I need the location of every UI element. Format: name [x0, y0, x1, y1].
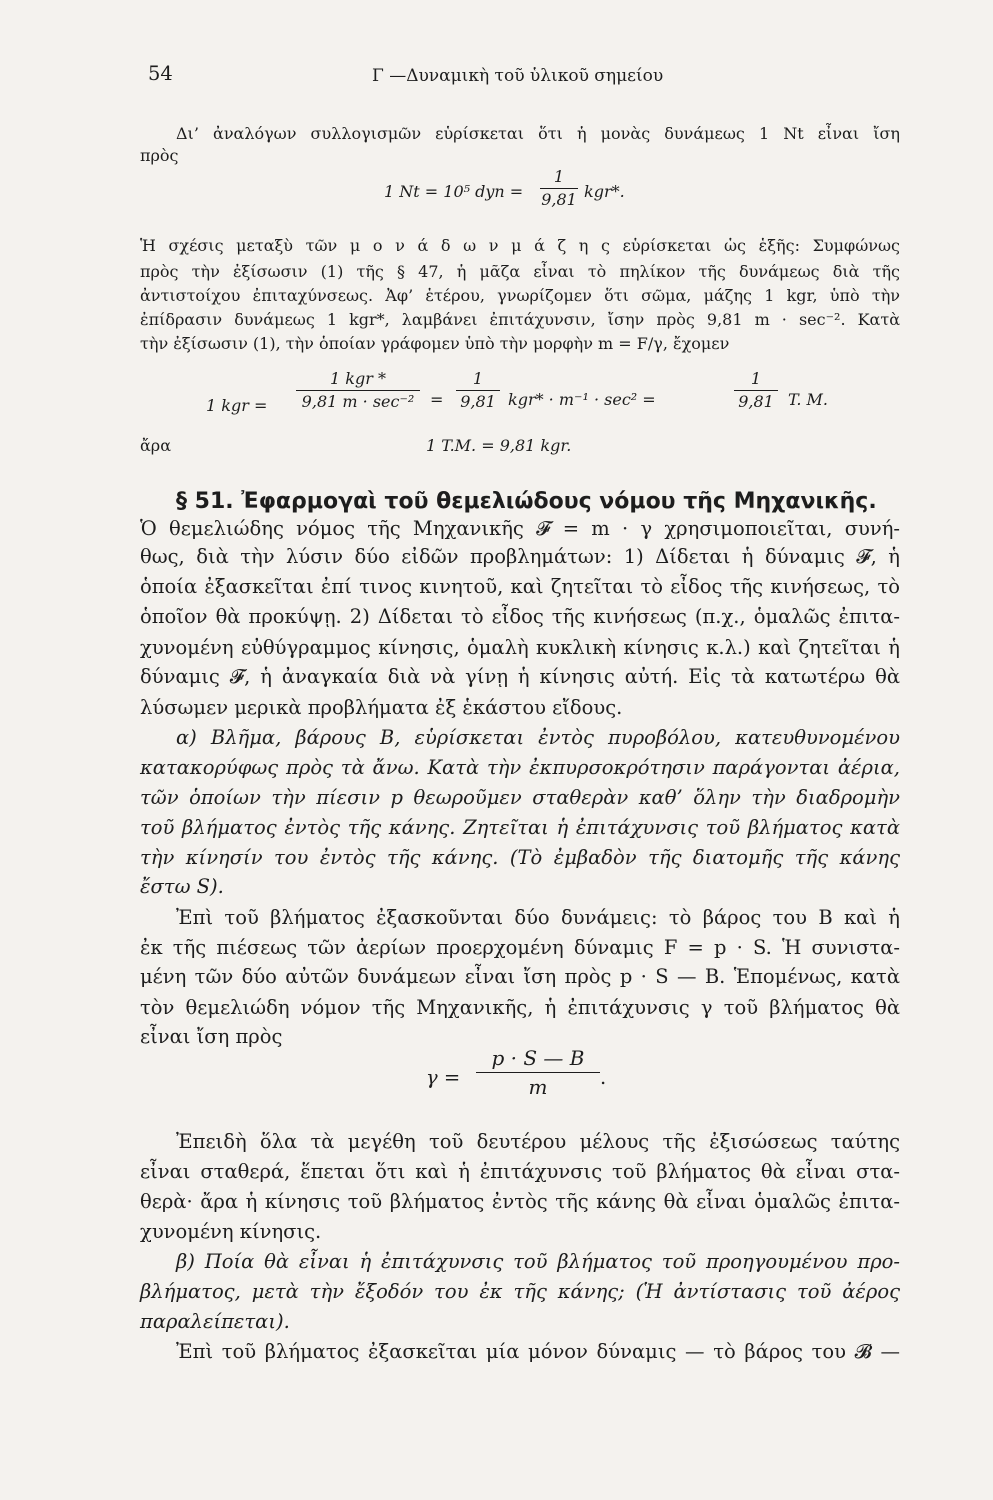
problem-b-line-3: παραλείπεται). — [140, 1310, 290, 1333]
intro-line-2: πρὸς — [140, 146, 179, 165]
eq2-f1-denominator: 9,81 m · sec⁻² — [301, 392, 415, 411]
eq4-left: γ = — [426, 1066, 461, 1089]
problem-b-line-1: β) Ποία θὰ εἶναι ἡ ἐπιτάχυνσις τοῦ βλήματος τοῦ προηγουμένου προ- — [176, 1250, 900, 1273]
forces-line-5: εἶναι ἴση πρὸς — [140, 1025, 283, 1048]
eq1-denominator: 9,81 — [541, 190, 577, 209]
eq4-fraction — [476, 1046, 600, 1099]
problem-a-line-6: ἔστω S). — [140, 875, 224, 898]
ara-label: ἄρα — [140, 436, 172, 455]
forces-line-4: τὸν θεμελιώδη νόμον τῆς Μηχανικῆς, ἡ ἐπιτάχυνσις γ τοῦ βλήματος θὰ — [140, 996, 900, 1019]
intro-line-1: Δι’ ἀναλόγων συλλογισμῶν εὑρίσκεται ὅτι ἡ μονὰς δυνάμεως 1 Nt εἶναι ἴση — [176, 124, 900, 143]
problem-a-line-4: τοῦ βλήματος ἐντὸς τῆς κάνης. Ζητεῖται ἡ ἐπιτάχυνσις τοῦ βλήματος κατὰ — [140, 816, 900, 839]
eq1-left: 1 Nt = 10⁵ dyn = — [384, 182, 524, 201]
weight-only-line: Ἐπὶ τοῦ βλήματος ἐξασκεῖται μία μόνον δύναμις — τὸ βάρος του 𝓑 — — [176, 1340, 900, 1363]
forces-line-2: ἐκ τῆς πιέσεως τῶν ἀερίων προερχομένη δύναμις F = p · S. Ἡ συνιστα- — [140, 936, 900, 959]
page-number: 54 — [148, 62, 173, 85]
eq2-f2-denominator: 9,81 — [460, 392, 496, 411]
problem-a-line-3: τῶν ὁποίων τὴν πίεσιν p θεωροῦμεν σταθερὰν καθ’ ὅλην τὴν διαδρομὴν — [140, 786, 900, 809]
equation-tm-kgr: 1 T.M. = 9,81 kgr. — [426, 436, 572, 455]
eq2-fraction-1 — [296, 370, 420, 411]
eq2-f3-numerator: 1 — [750, 369, 762, 388]
forces-line-1: Ἐπὶ τοῦ βλήματος ἐξασκοῦνται δύο δυνάμεις: τὸ βάρος του B καὶ ἡ — [176, 906, 900, 929]
mass-line-2: πρὸς τὴν ἐξίσωσιν (1) τῆς § 47, ἡ μᾶζα εἶναι τὸ πηλίκον τῆς δυνάμεως διὰ τῆς — [140, 262, 900, 281]
problem-a-line-1: α) Βλῆμα, βάρους B, εὑρίσκεται ἐντὸς πυροβόλου, κατευθυνομένου — [176, 726, 900, 749]
section-title: § 51. Ἐφαρμογαὶ τοῦ θεμελιώδους νόμου τῆς Μηχανικῆς. — [176, 489, 877, 514]
problem-a-line-2: κατακορύφως πρὸς τὰ ἄνω. Κατὰ τὴν ἐκπυρσοκρότησιν παράγονται ἀέρια, — [140, 756, 900, 779]
uniform-line-1: Ἐπειδὴ ὅλα τὰ μεγέθη τοῦ δευτέρου μέλους τῆς ἐξισώσεως ταύτης — [176, 1130, 900, 1153]
intro-para-line-2: θως, διὰ τὴν λύσιν δύο εἰδῶν προβλημάτων: 1) Δίδεται ἡ δύναμις 𝓕, ἡ — [140, 545, 900, 568]
forces-line-3: μένη τῶν δύο αὐτῶν δυνάμεων εἶναι ἴση πρὸς p · S — B. Ἑπομένως, κατὰ — [140, 965, 900, 988]
intro-para-line-5: χυνομένη εὐθύγραμμος κίνησις, ὁμαλὴ κυκλικὴ κίνησις κ.λ.) καὶ ζητεῖται ἡ — [140, 636, 900, 659]
eq2-equals: = — [430, 390, 444, 409]
eq2-fraction-2 — [456, 370, 500, 411]
intro-para-line-6: δύναμις 𝓕, ἡ ἀναγκαία διὰ νὰ γίνῃ ἡ κίνησις αὐτή. Εἰς τὰ κατωτέρω θὰ — [140, 665, 900, 688]
uniform-line-4: χυνομένη κίνησις. — [140, 1220, 322, 1243]
mass-line-1: Ἡ σχέσις μεταξὺ τῶν μ ο ν ά δ ω ν μ ά ζ η ς εὑρίσκεται ὡς ἑξῆς: Συμφώνως — [140, 236, 900, 255]
eq4-denominator: m — [528, 1075, 548, 1099]
eq4-period: . — [600, 1066, 607, 1089]
uniform-line-3: θερὰ· ἄρα ἡ κίνησις τοῦ βλήματος ἐντὸς τῆς κάνης θὰ εἶναι ὁμαλῶς ἐπιτα- — [140, 1190, 900, 1213]
eq2-left: 1 kgr = — [206, 396, 268, 415]
problem-a-line-5: τὴν κίνησίν του ἐντὸς τῆς κάνης. (Τὸ ἐμβαδὸν τῆς διατομῆς τῆς κάνης — [140, 846, 900, 869]
intro-para-line-3: ὁποία ἐξασκεῖται ἐπί τινος κινητοῦ, καὶ ζητεῖται τὸ εἶδος τῆς κινήσεως, τὸ — [140, 575, 900, 598]
intro-para-line-1: Ὁ θεμελιώδης νόμος τῆς Μηχανικῆς 𝓕 = m · γ χρησιμοποιεῖται, συνή- — [140, 517, 900, 540]
eq2-f3-denominator: 9,81 — [738, 392, 774, 411]
eq1-right: kgr*. — [584, 182, 625, 201]
eq2-right: T. M. — [788, 390, 828, 409]
mass-line-5: τὴν ἐξίσωσιν (1), τὴν ὁποίαν γράφομεν ὑπὸ τὴν μορφὴν m = F/γ, ἔχομεν — [140, 334, 730, 353]
eq1-numerator: 1 — [553, 167, 565, 186]
eq2-middle: kgr* · m⁻¹ · sec² = — [508, 390, 656, 409]
eq2-f2-numerator: 1 — [472, 369, 484, 388]
running-title: Γ —Δυναμικὴ τοῦ ὑλικοῦ σημείου — [372, 66, 664, 86]
eq2-f1-numerator: 1 kgr * — [330, 369, 386, 388]
eq2-fraction-3 — [734, 370, 778, 411]
intro-para-line-4: ὁποῖον θὰ προκύψῃ. 2) Δίδεται τὸ εἶδος τῆς κινήσεως (π.χ., ὁμαλῶς ἐπιτα- — [140, 605, 900, 628]
intro-para-line-7: λύσωμεν μερικὰ προβλήματα ἐξ ἑκάστου εἴδους. — [140, 696, 623, 719]
uniform-line-2: εἶναι σταθερά, ἕπεται ὅτι καὶ ἡ ἐπιτάχυνσις τοῦ βλήματος θὰ εἶναι στα- — [140, 1160, 900, 1183]
mass-line-4: ἐπίδρασιν δυνάμεως 1 kgr*, λαμβάνει ἐπιτάχυνσιν, ἴσην πρὸς 9,81 m · sec⁻². Κατὰ — [140, 310, 900, 329]
eq4-numerator: p · S — B — [491, 1046, 585, 1070]
problem-b-line-2: βλήματος, μετὰ τὴν ἔξοδόν του ἐκ τῆς κάνης; (Ἡ ἀντίστασις τοῦ ἀέρος — [140, 1280, 900, 1303]
eq1-fraction — [540, 168, 578, 209]
mass-line-3: ἀντιστοίχου ἐπιταχύνσεως. Ἀφ’ ἑτέρου, γνωρίζομεν ὅτι σῶμα, μάζης 1 kgr, ὑπὸ τὴν — [140, 286, 900, 305]
